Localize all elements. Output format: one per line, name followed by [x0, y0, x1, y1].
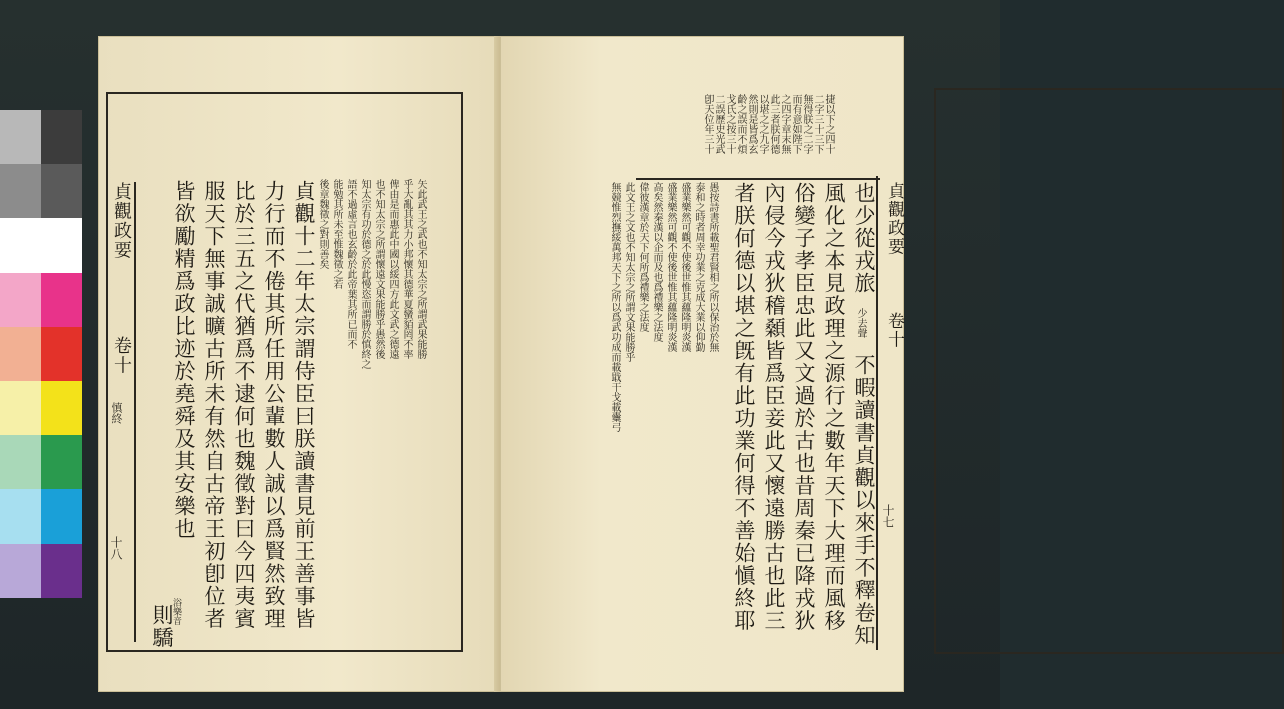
note-col: 高矣然秦漢以企而及也爲禮樂之法度	[651, 182, 662, 342]
calibration-swatch	[0, 110, 41, 164]
text-column: 皆欲勵精爲政比迹於堯舜及其安樂也	[172, 180, 196, 540]
column-divider	[134, 182, 136, 642]
note-col: 泰和之時者周幸功業之克成大業以仰勤	[693, 182, 704, 352]
calibration-swatch	[41, 273, 82, 327]
calibration-swatch	[0, 544, 41, 598]
note-col: 矢此武王之武也不知太宗之所謂武果能勝	[415, 179, 426, 359]
text-column: 俗變子孝臣忠此又文過於古也昔周秦已降戎狄	[792, 182, 816, 632]
top-note: 二誤歷史光武	[713, 94, 724, 154]
note-col: 知太宗有功於德之於此慢恣而謂勝於慎終之	[359, 179, 370, 369]
note-col: 盛業樂然可觀不使後世惟其蘊隆明炎漢	[665, 182, 676, 352]
calibration-swatch	[41, 544, 82, 598]
note-col: 無競惟烈撫綏萬邦天下之所以爲武功成而載戢干戈載櫜弓	[609, 182, 620, 432]
top-note: 以堪之之九字	[757, 94, 768, 154]
calibration-swatch	[41, 381, 82, 435]
top-note: 而有意如陛下	[790, 94, 801, 154]
text-column: 者朕何德以堪之旣有此功業何得不善始愼終耶	[732, 182, 756, 632]
top-note: 此三者朕何德	[768, 94, 779, 154]
top-note: 然則是皆爲玄	[746, 94, 757, 154]
right-page-header: 貞觀政要	[884, 182, 904, 256]
text-column: 服天下無事誠曠古所未有然自古帝王初卽位者	[202, 180, 226, 630]
top-note: 二字三十三下	[812, 94, 823, 154]
top-note: 戈氏之按三十	[724, 94, 735, 154]
calibration-swatch	[0, 435, 41, 489]
calibration-swatch	[41, 435, 82, 489]
right-page-number: 十七	[881, 504, 895, 528]
left-page-chapter-sub: 慎終	[110, 402, 123, 424]
left-page-header: 貞觀政要	[111, 182, 132, 260]
note-col: 能勉其所未至惟魏徵之若	[331, 179, 342, 289]
left-page-number: 十八	[109, 536, 123, 560]
calibration-swatch	[41, 110, 82, 164]
text-column: 內侵今戎狄稽顙皆爲臣妾此又懷遠勝古也此三	[762, 182, 786, 632]
color-calibration-strip	[0, 110, 82, 598]
tail-gloss: 浴樂音	[171, 598, 181, 625]
calibration-swatch	[41, 327, 82, 381]
calibration-swatch	[0, 164, 41, 218]
top-note: 無得朕之二字	[801, 94, 812, 154]
calibration-swatch	[0, 273, 41, 327]
note-col: 乎大亂其其力小邦懷其德華夏蠻貊罔不率	[401, 179, 412, 359]
text-column: 風化之本見政理之源行之數年天下大理而風移	[822, 182, 846, 632]
note-col: 偉彼漢章於天下何所爲禮樂之法度	[637, 182, 648, 332]
note-col: 愚按詩書所載聖君賢相之所以保治於無	[707, 182, 718, 352]
top-note: 齡之誤而不煩	[735, 94, 746, 154]
left-page-chapter: 卷十	[111, 336, 132, 375]
right-page-chapter: 卷十	[884, 312, 904, 349]
open-book	[98, 36, 904, 692]
gloss: 少去聲	[855, 308, 866, 338]
tail-text: 則驕	[150, 604, 174, 649]
calibration-swatch	[0, 327, 41, 381]
text-column: 力行而不倦其所任用公輩數人誠以爲賢然致理	[262, 180, 286, 630]
calibration-swatch	[41, 164, 82, 218]
right-page-frame	[934, 88, 1284, 654]
calibration-swatch	[0, 489, 41, 543]
top-note: 之四字章末無	[779, 94, 790, 154]
calibration-swatch	[0, 381, 41, 435]
text-column: 比於三五之代猶爲不逮何也魏徵對曰今四夷賓	[232, 180, 256, 630]
column-divider	[876, 176, 878, 650]
calibration-swatch	[0, 218, 41, 272]
text-column: 也少從戎旅	[852, 182, 876, 295]
note-col: 語不過虛言也玄齡於此帝葉其所已而不	[345, 179, 356, 349]
text-column: 不暇讀書貞觀以來手不釋卷知	[852, 354, 876, 647]
header-rule	[636, 178, 880, 180]
top-note: 卽天位年三十	[702, 94, 713, 154]
calibration-swatch	[41, 218, 82, 272]
note-col: 盛業樂然可觀不使後世惟其蘊隆明炎漢	[679, 182, 690, 352]
note-col: 後章魏徵之對則善矣	[317, 179, 328, 269]
right-page	[500, 36, 904, 692]
top-note: 捷以下之四十	[823, 94, 834, 154]
note-col: 也不知太宗之所謂懷遠文果能勝乎愚然後	[373, 179, 384, 359]
left-page	[98, 36, 500, 692]
note-col: 俾由是而惠此中國以綏四方此文武之德遠	[387, 179, 398, 359]
note-col: 此文王之文也不知太宗之所謂文果能勝乎	[623, 182, 634, 362]
calibration-swatch	[41, 489, 82, 543]
title-line: 貞觀十二年太宗謂侍臣曰朕讀書見前王善事皆	[292, 180, 316, 630]
